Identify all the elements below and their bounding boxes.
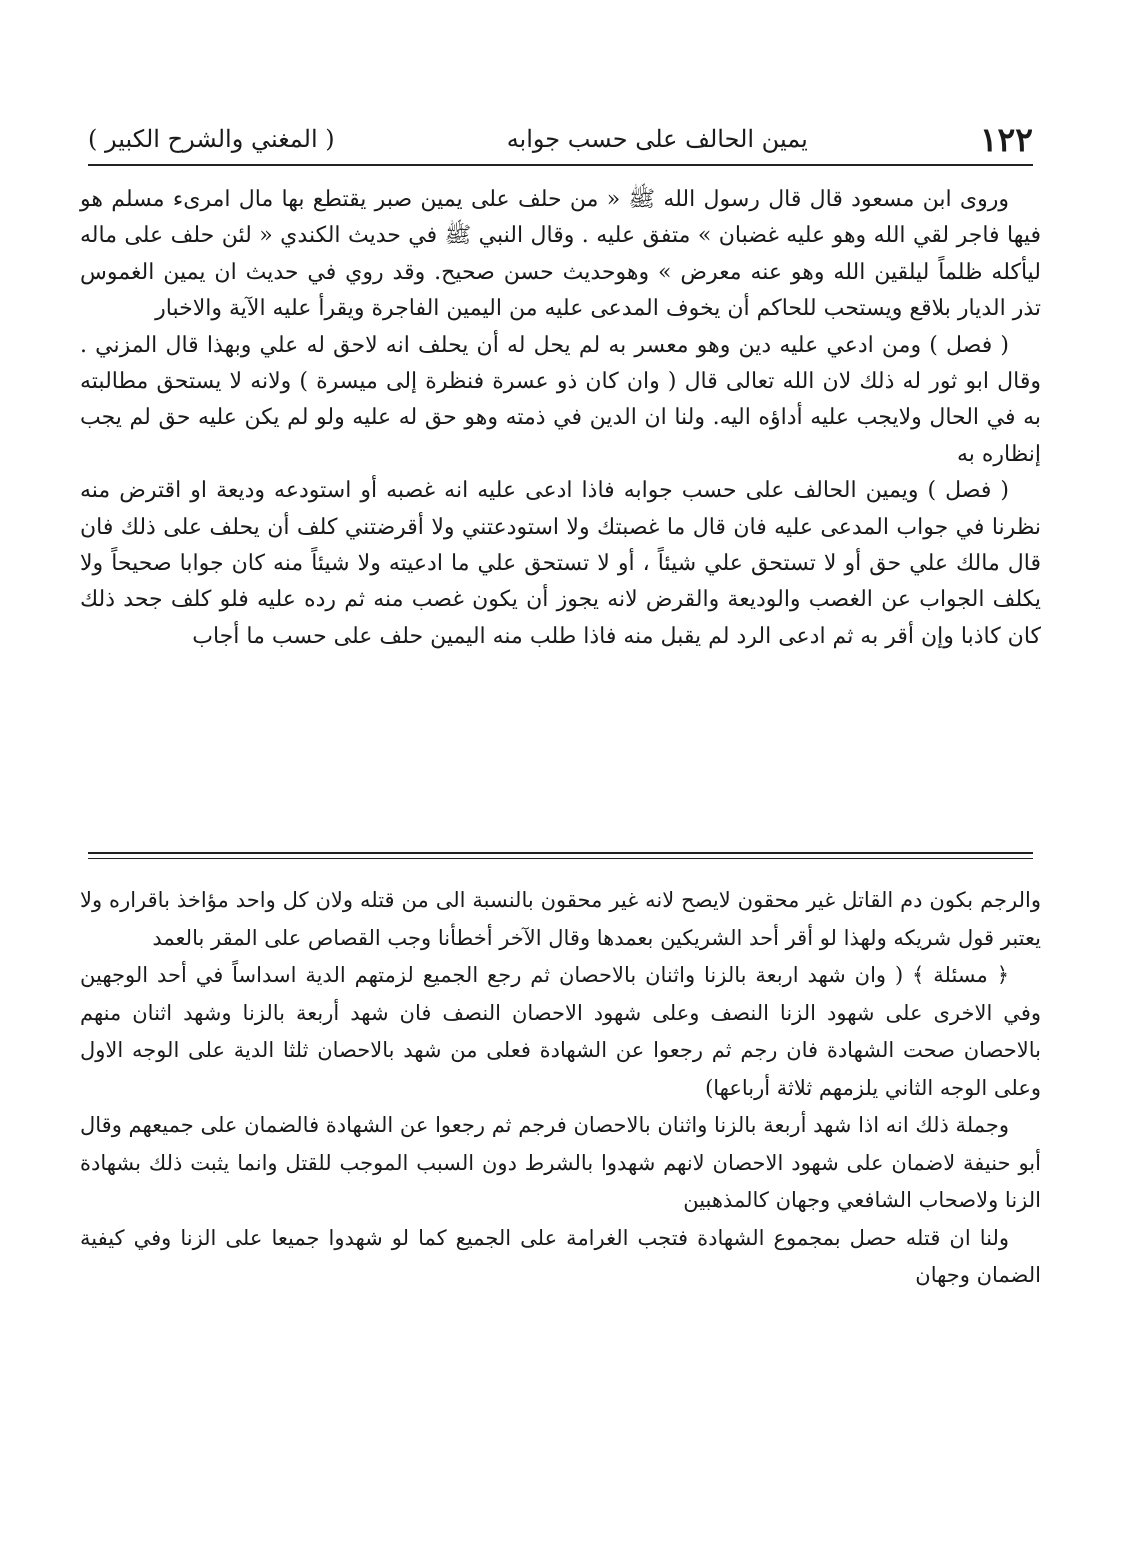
lower-text-block [80,882,1041,1295]
upper-paragraph-1: وروى ابن مسعود قال قال رسول الله ﷺ « من حلف على يمين صبر يقتطع بها مال امرىء مسلم هو فيها فاجر لقي الله وهو عليه غضبان » متفق عليه . وقال النبي ﷺ في حديث الكندي « لئن حلف على ماله ليأكله ظلماً ليلقين الله وهو عنه معرض » وهوحديث حسن صحيح. وقد روي في حديث ان يمين الغموس تذر الديار بلاقع ويستحب للحاكم أن يخوف المدعى عليه من اليمين الفاجرة ويقرأ عليه الآية والاخبار [80,187,1041,322]
lower-paragraph-1: والرجم بكون دم القاتل غير محقون لايصح لانه غير محقون بالنسبة الى من قتله ولان كل واحد مؤاخذ باقراره ولا يعتبر قول شريكه ولهذا لو أقر أحد الشريكين بعمدها وقال الآخر أخطأنا وجب القصاص على المقر بالعمد [80,888,1041,950]
lower-paragraph-3: وجملة ذلك انه اذا شهد أربعة بالزنا واثنان بالاحصان فرجم ثم رجعوا عن الشهادة فالضمان على جميعهم وقال أبو حنيفة لاضمان على شهود الاحصان لانهم شهدوا بالشرط دون السبب الموجب للقتل وانما يثبت ذلك بشهادة الزنا ولاصحاب الشافعي وجهان كالمذهبين [80,1113,1041,1212]
upper-paragraph-3: ( فصل ) ويمين الحالف على حسب جوابه فاذا ادعى عليه انه غصبه أو استودعه وديعة او اقترض منه نظرنا في جواب المدعى عليه فان قال ما غصبتك ولا استودعتني ولا أقرضتني كلف أن يحلف على ذلك فان قال مالك علي حق أو لا تستحق علي شيئاً ، أو لا تستحق علي ما ادعيته ولا شيئاً منه كان جوابا صحيحاً ولا يكلف الجواب عن الغصب والوديعة والقرض لانه يجوز أن يكون غصب منه ثم رده عليه فلو كلف جحد ذلك كان كاذبا وإن أقر به ثم ادعى الرد لم يقبل منه فاذا طلب منه اليمين حلف على حسب ما أجاب [80,478,1041,649]
header-rule [88,164,1033,166]
page-header [88,114,1033,164]
separator-line-thick [88,852,1033,854]
section-separator [88,852,1033,860]
page-number: ١٢٢ [979,119,1033,159]
lower-paragraph-4: ولنا ان قتله حصل بمجموع الشهادة فتجب الغرامة على الجميع كما لو شهدوا جميعا على الزنا وفي كيفية الضمان وجهان [80,1225,1041,1287]
book-title: ( المغني والشرح الكبير ) [88,125,335,153]
upper-paragraph-2: ( فصل ) ومن ادعي عليه دين وهو معسر به لم يحل له أن يحلف انه لاحق له علي وبهذا قال المزني . وقال ابو ثور له ذلك لان الله تعالى قال ( وان كان ذو عسرة فنظرة إلى ميسرة ) ولانه لا يستحق مطالبته به في الحال ولايجب عليه أداؤه اليه. ولنا ان الدين في ذمته وهو حق له عليه ولو لم يكن عليه حق لم يجب إنظاره به [80,332,1042,467]
section-title: يمين الحالف على حسب جوابه [506,125,808,153]
lower-paragraph-2: ﴿ مسئلة ﴾ ( وان شهد اربعة بالزنا واثنان بالاحصان ثم رجع الجميع لزمتهم الدية اسداساً في أحد الوجهين وفي الاخرى على شهود الزنا النصف وعلى شهود الاحصان النصف فان شهد أربعة بالزنا وشهد اثنان منهم بالاحصان صحت الشهادة فان رجم ثم رجعوا عن الشهادة فعلى من شهد بالاحصان ثلثا الدية على الوجه الاول وعلى الوجه الثاني يلزمهم ثلاثة أرباعها) [80,963,1041,1100]
upper-text-block [80,182,1041,655]
separator-line-thin [88,858,1033,859]
